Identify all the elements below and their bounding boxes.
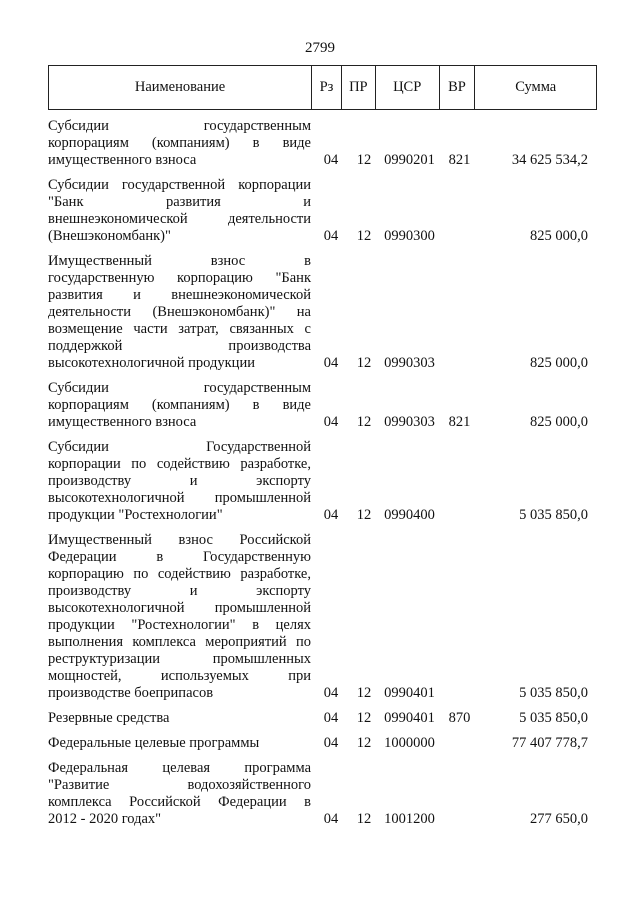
row-name-line: Резервные средства	[48, 710, 170, 726]
row-rz: 04	[323, 710, 339, 726]
row-csr: 1000000	[384, 735, 435, 751]
row-sum: 5 035 850,0	[519, 710, 588, 726]
table-row	[48, 118, 597, 169]
header-vr: ВР	[439, 66, 475, 109]
row-name-line: реструктуризации промышленных	[48, 651, 311, 667]
row-name-line: Имущественный взнос Российской	[48, 532, 311, 548]
row-name-line: высокотехнологичной продукции	[48, 355, 255, 371]
row-name-line: высокотехнологичной промышленной	[48, 600, 311, 616]
row-name-line: Федеральные целевые программы	[48, 735, 260, 751]
row-name-line: Имущественный взнос в	[48, 253, 311, 269]
row-name-line: Субсидии государственным	[48, 118, 311, 134]
row-name-line: Субсидии государственным	[48, 380, 311, 396]
row-pr: 12	[356, 152, 372, 168]
row-csr: 0990400	[384, 507, 435, 523]
row-name-line: внешнеэкономической деятельности	[48, 211, 311, 227]
row-name-line: производству и экспорту	[48, 473, 311, 489]
row-name-line: корпорацию по содействию разработке,	[48, 566, 311, 582]
row-sum: 825 000,0	[530, 414, 588, 430]
row-rz: 04	[323, 507, 339, 523]
header-name: Наименование	[134, 79, 226, 95]
row-name-line: возмещение части затрат, связанных с	[48, 321, 311, 337]
row-vr: 821	[448, 152, 471, 168]
row-rz: 04	[323, 735, 339, 751]
row-csr: 0990201	[384, 152, 435, 168]
table-row	[48, 760, 597, 828]
row-name-line: производстве боеприпасов	[48, 685, 214, 701]
table-row	[48, 177, 597, 245]
row-name	[48, 380, 311, 431]
row-sum: 5 035 850,0	[519, 685, 588, 701]
table-row	[48, 710, 597, 727]
row-name-line: деятельности (Внешэкономбанк)" на	[48, 304, 311, 320]
row-name-line: (Внешэкономбанк)"	[48, 228, 171, 244]
row-name-line: мощностей, используемых при	[48, 668, 311, 684]
row-name-line: "Развитие водохозяйственного	[48, 777, 311, 793]
row-name-line: имущественного взноса	[48, 152, 197, 168]
table-row	[48, 532, 597, 702]
row-name-line: корпорации по содействию разработке,	[48, 456, 311, 472]
row-name-line: производству и экспорту	[48, 583, 311, 599]
row-sum: 77 407 778,7	[511, 735, 588, 751]
table-row	[48, 380, 597, 431]
row-name-line: корпорациям (компаниям) в виде	[48, 135, 311, 151]
row-csr: 0990300	[384, 228, 435, 244]
row-name-line: высокотехнологичной промышленной	[48, 490, 311, 506]
row-name-line: продукции "Ростехнологии"	[48, 507, 223, 523]
row-sum: 825 000,0	[530, 228, 588, 244]
row-name-line: поддержкой производства	[48, 338, 311, 354]
row-vr: 870	[448, 710, 471, 726]
table-body	[48, 118, 597, 836]
row-name-line: развития и внешнеэкономической	[48, 287, 311, 303]
row-name	[48, 760, 311, 828]
table-header	[48, 65, 597, 110]
row-pr: 12	[356, 414, 372, 430]
row-name	[48, 439, 311, 524]
row-csr: 0990303	[384, 414, 435, 430]
table-row	[48, 439, 597, 524]
row-sum: 277 650,0	[530, 811, 588, 827]
header-pr: ПР	[341, 66, 375, 109]
row-name-line: комплекса Российской Федерации в	[48, 794, 311, 810]
row-csr: 0990401	[384, 710, 435, 726]
row-name-line: государственную корпорацию "Банк	[48, 270, 311, 286]
row-name-line: Федерации в Государственную	[48, 549, 311, 565]
row-name-line: 2012 - 2020 годах"	[48, 811, 162, 827]
row-csr: 0990401	[384, 685, 435, 701]
row-name	[48, 253, 311, 372]
row-name-line: корпорациям (компаниям) в виде	[48, 397, 311, 413]
row-pr: 12	[356, 355, 372, 371]
row-pr: 12	[356, 710, 372, 726]
row-pr: 12	[356, 228, 372, 244]
row-name-line: Федеральная целевая программа	[48, 760, 311, 776]
table-row	[48, 253, 597, 372]
row-rz: 04	[323, 152, 339, 168]
row-rz: 04	[323, 228, 339, 244]
row-sum: 5 035 850,0	[519, 507, 588, 523]
row-pr: 12	[356, 811, 372, 827]
row-name-line: выполнения комплекса мероприятий по	[48, 634, 311, 650]
row-rz: 04	[323, 811, 339, 827]
row-name	[48, 735, 311, 752]
header-sum: Сумма	[474, 66, 596, 109]
row-csr: 1001200	[384, 811, 435, 827]
row-name-line: Субсидии Государственной	[48, 439, 311, 455]
row-vr: 821	[448, 414, 471, 430]
header-csr: ЦСР	[375, 66, 439, 109]
row-csr: 0990303	[384, 355, 435, 371]
row-name-line: Субсидии государственной корпорации	[48, 177, 311, 193]
header-rz: Рз	[311, 66, 341, 109]
row-name-line: продукции "Ростехнологии" в целях	[48, 617, 311, 633]
row-name-line: имущественного взноса	[48, 414, 197, 430]
row-sum: 825 000,0	[530, 355, 588, 371]
row-pr: 12	[356, 685, 372, 701]
page-number: 2799	[305, 40, 335, 56]
row-name	[48, 532, 311, 702]
row-sum: 34 625 534,2	[511, 152, 588, 168]
row-name	[48, 177, 311, 245]
row-rz: 04	[323, 414, 339, 430]
table-row	[48, 735, 597, 752]
row-pr: 12	[356, 507, 372, 523]
row-name-line: "Банк развития и	[48, 194, 311, 210]
row-rz: 04	[323, 685, 339, 701]
row-name	[48, 710, 311, 727]
row-pr: 12	[356, 735, 372, 751]
row-rz: 04	[323, 355, 339, 371]
row-name	[48, 118, 311, 169]
